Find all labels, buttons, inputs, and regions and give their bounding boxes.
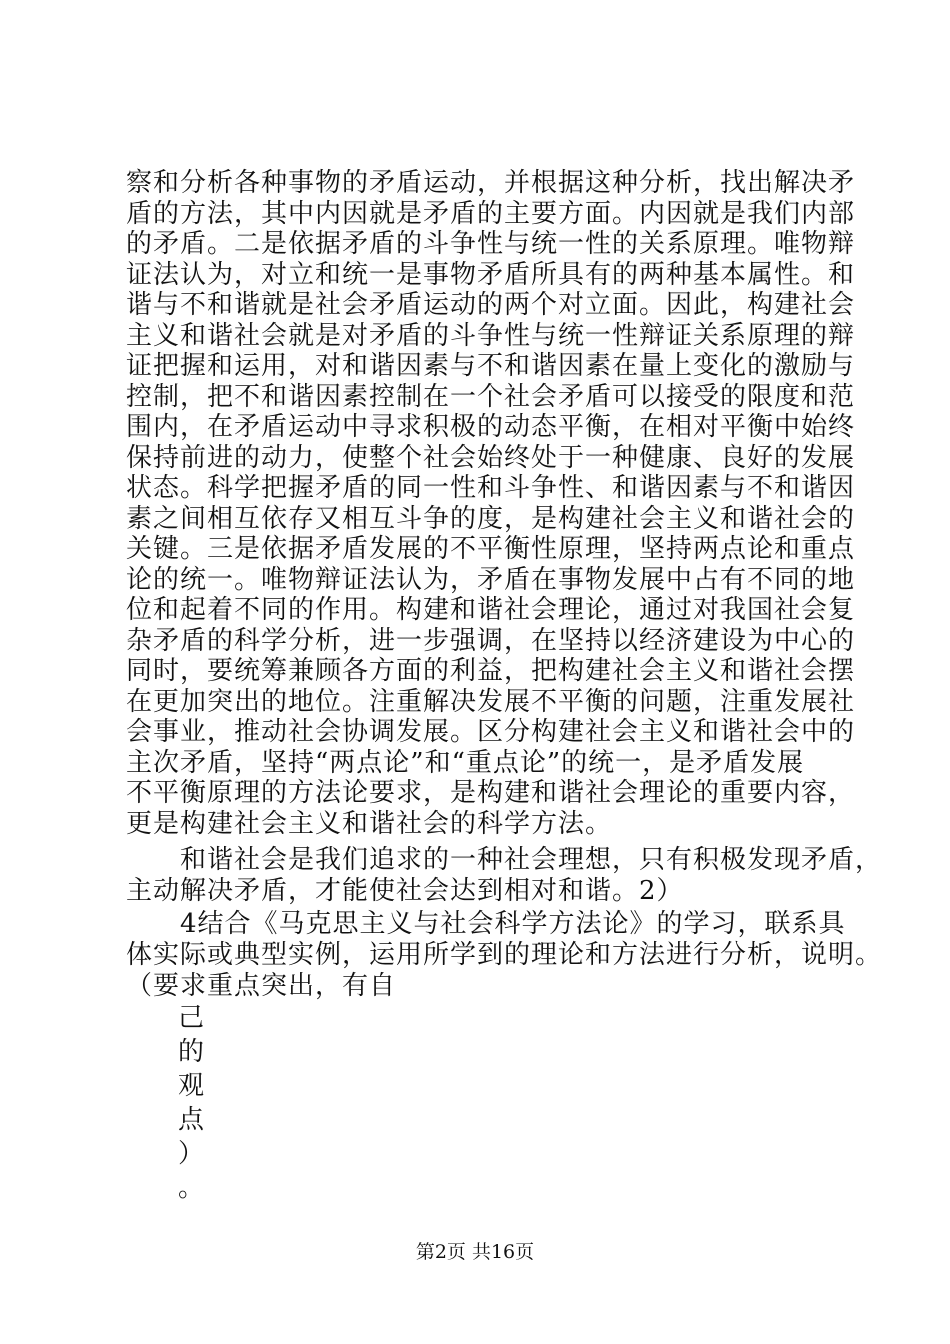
page-footer: 第2页 共16页 xyxy=(415,1241,535,1263)
text-line: 盾的方法，其中内因就是矛盾的主要方面。内因就是我们内部 xyxy=(126,198,856,229)
text-line: 保持前进的动力，使整个社会始终处于一种健康、良好的发展 xyxy=(126,442,856,473)
text-line: 谐与不和谐就是社会矛盾运动的两个对立面。因此，构建社会 xyxy=(126,290,856,320)
text-line: 证把握和运用，对和谐因素与不和谐因素在量上变化的激励与 xyxy=(126,351,856,381)
text-line: 主义和谐社会就是对矛盾的斗争性与统一性辩证关系原理的辩 xyxy=(126,320,856,351)
vertical-char: 己 xyxy=(178,1003,205,1033)
text-line: 在更加突出的地位。注重解决发展不平衡的问题，注重发展社 xyxy=(126,686,856,717)
text-line: 围内，在矛盾运动中寻求积极的动态平衡，在相对平衡中始终 xyxy=(126,412,856,442)
vertical-char: 。 xyxy=(178,1173,205,1203)
text-line: 位和起着不同的作用。构建和谐社会理论，通过对我国社会复 xyxy=(126,595,856,625)
text-line: 证法认为，对立和统一是事物矛盾所具有的两种基本属性。和 xyxy=(126,259,856,290)
text-line: 主次矛盾，坚持“两点论”和“重点论”的统一，是矛盾发展 xyxy=(126,747,805,778)
vertical-char: 点 xyxy=(178,1105,205,1135)
text-line: 和谐社会是我们追求的一种社会理想，只有积极发现矛盾， xyxy=(126,845,883,875)
text-line: 关键。三是依据矛盾发展的不平衡性原理，坚持两点论和重点 xyxy=(126,534,856,564)
text-line: 主动解决矛盾，才能使社会达到相对和谐。2） xyxy=(126,876,684,906)
vertical-char: 的 xyxy=(178,1037,205,1067)
text-line: 会事业，推动社会协调发展。区分构建社会主义和谐社会中的 xyxy=(126,717,856,747)
text-line: 的矛盾。二是依据矛盾的斗争性与统一性的关系原理。唯物辩 xyxy=(126,229,856,259)
text-line: （要求重点突出，有自 xyxy=(126,971,397,1001)
text-line: 杂矛盾的科学分析，进一步强调，在坚持以经济建设为中心的 xyxy=(126,625,856,656)
text-line: 4结合《马克思主义与社会科学方法论》的学习，联系具 xyxy=(126,909,846,939)
text-line: 论的统一。唯物辩证法认为，矛盾在事物发展中占有不同的地 xyxy=(126,564,856,595)
vertical-char: ） xyxy=(178,1139,205,1169)
text-line: 素之间相互依存又相互斗争的度，是构建社会主义和谐社会的 xyxy=(126,503,856,534)
text-line: 察和分析各种事物的矛盾运动，并根据这种分析，找出解决矛 xyxy=(126,168,856,198)
text-line: 控制，把不和谐因素控制在一个社会矛盾可以接受的限度和范 xyxy=(126,381,856,412)
text-line: 同时，要统筹兼顾各方面的利益，把构建社会主义和谐社会摆 xyxy=(126,656,856,686)
text-line: 不平衡原理的方法论要求，是构建和谐社会理论的重要内容， xyxy=(126,778,856,808)
text-line: 更是构建社会主义和谐社会的科学方法。 xyxy=(126,808,613,839)
text-line: 状态。科学把握矛盾的同一性和斗争性、和谐因素与不和谐因 xyxy=(126,473,856,503)
text-line: 体实际或典型实例，运用所学到的理论和方法进行分析，说明。 xyxy=(126,940,883,970)
vertical-char: 观 xyxy=(178,1071,205,1101)
